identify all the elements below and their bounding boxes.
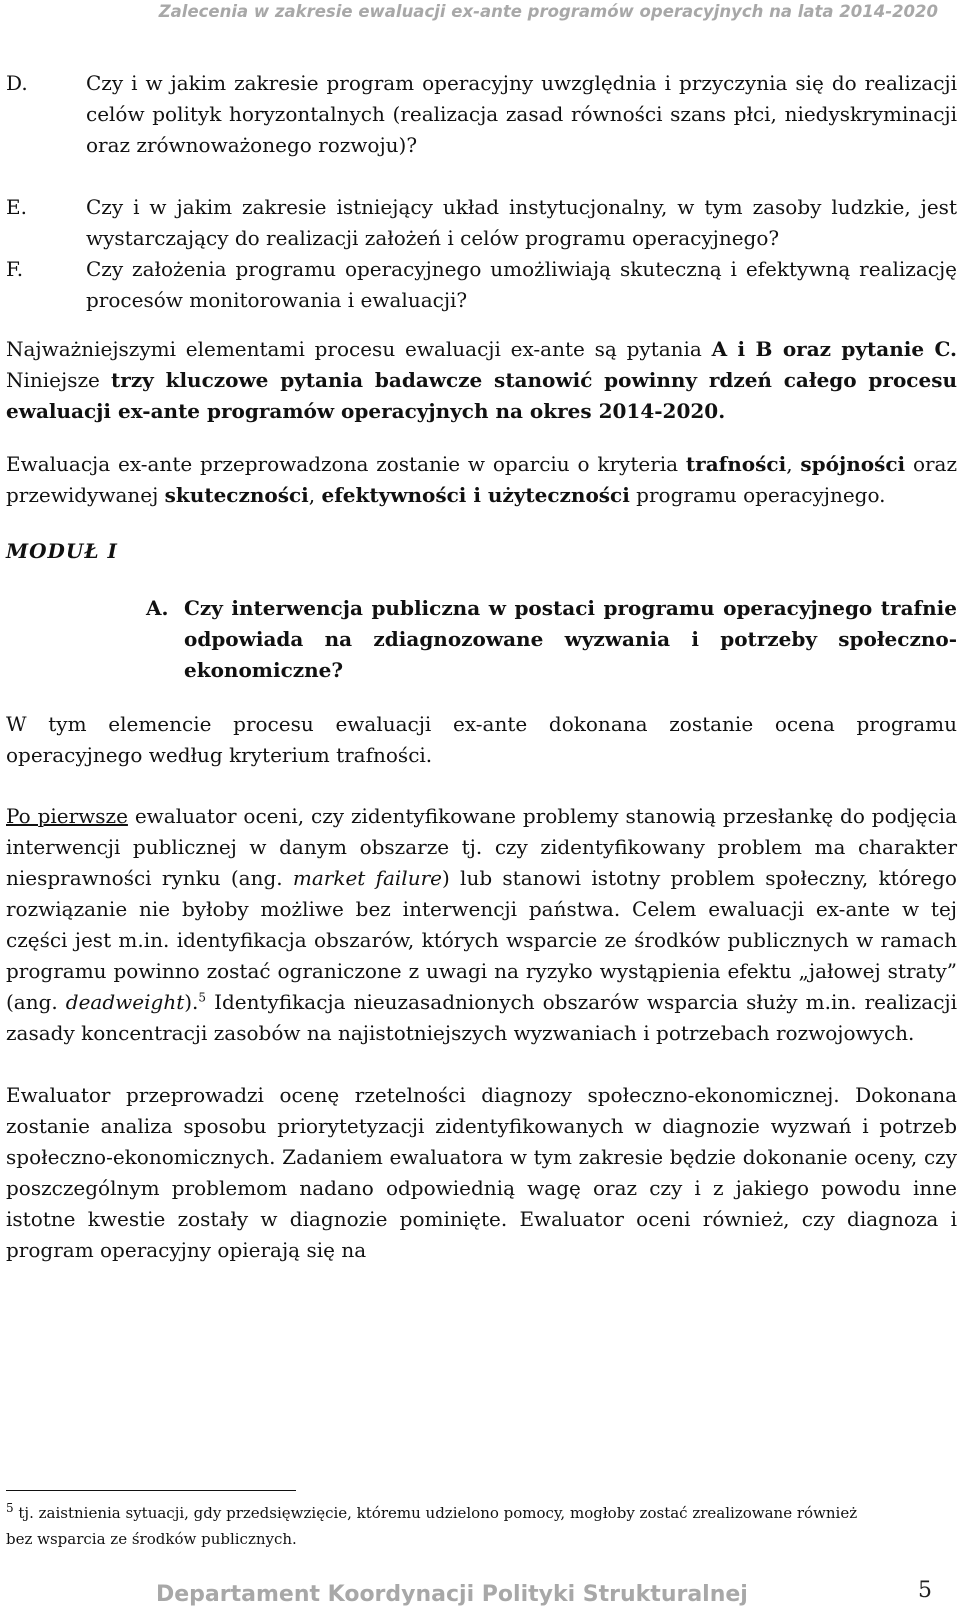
bold-run: trzy kluczowe pytania badawcze stanowić powinny rdzeń całego procesu ewaluacji ex-ante programów operacyjnych na okres 2014-2020. — [6, 368, 957, 423]
diagnosis-paragraph: Ewaluator przeprowadzi ocenę rzetelności diagnozy społeczno-ekonomicznej. Dokonana zostanie analiza sposobu priorytetyzacji zidentyfikowanych w diagnozie wyzwań i potrzeb społeczno-ekonomicznych. Zadaniem ewaluatora w tym zakresie będzie dokonanie oceny, czy poszczególnym problemom nadano odpowiednią wagę oraz czy i z jakiego powodu inne istotne kwestie zostały w diagnozie pominięte. Ewaluator oceni również, czy diagnoza i program operacyjny opierają się na — [6, 1083, 957, 1262]
question-f — [6, 254, 957, 316]
text-run: programu operacyjnego. — [629, 483, 886, 507]
bold-run: efektywności i użyteczności — [321, 483, 630, 507]
question-letter: E. — [6, 195, 27, 219]
question-d — [6, 68, 957, 161]
text-run: Najważniejszymi elementami procesu ewaluacji ex-ante są pytania — [6, 337, 712, 361]
text-run: , — [786, 452, 801, 476]
key-questions-paragraph — [6, 334, 957, 427]
running-header: Zalecenia w zakresie ewaluacji ex-ante programów operacyjnych na lata 2014-2020 — [158, 2, 938, 21]
bold-run: spójności — [800, 452, 906, 476]
text-run: oraz przewidywanej — [6, 452, 958, 507]
underlined-run: Po pierwsze — [6, 804, 128, 828]
criteria-paragraph — [6, 449, 957, 511]
text-run: , — [308, 483, 322, 507]
page-body — [6, 68, 957, 1266]
footnote-reference[interactable]: 5 — [198, 990, 207, 1005]
question-text: Czy i w jakim zakresie istniejący układ instytucjonalny, w tym zasoby ludzkie, jest wystarczający do realizacji założeń i celów programu operacyjnego? — [86, 195, 957, 250]
text-run: ) lub stanowi istotny problem społeczny, którego rozwiązanie nie byłoby możliwe bez interwencji państwa. Celem ewaluacji ex-ante w tej części jest m.in. identyfikacja obszarów, których wsparcie ze środków publicznych w ramach programu powinno zostać ograniczone z uwagi na ryzyko wystąpienia efektu „jałowej straty” (ang. — [6, 866, 957, 1014]
first-step-paragraph — [6, 801, 957, 1049]
bold-run: trafności — [685, 452, 787, 476]
footer-department: Departament Koordynacji Polityki Strukturalnej — [156, 1582, 748, 1607]
footnote-separator — [6, 1490, 296, 1491]
question-letter: F. — [6, 257, 24, 281]
text-run: Niniejsze — [6, 368, 112, 392]
question-e — [6, 192, 957, 254]
module-heading: MODUŁ I — [6, 539, 118, 563]
page-number: 5 — [918, 1578, 932, 1603]
text-run: ewaluator oceni, czy zidentyfikowane problemy stanowią przesłankę do podjęcia interwencji publicznej w danym obszarze tj. czy zidentyfikowany problem ma charakter niesprawności rynku (ang. — [6, 804, 957, 890]
text-run: Ewaluacja ex-ante przeprowadzona zostanie w oparciu o kryteria — [6, 452, 686, 476]
bold-run: A i B oraz pytanie C. — [711, 337, 958, 361]
footnote-text: tj. zaistnienia sytuacji, gdy przedsięwzięcie, któremu udzielono pomocy, mogłoby zostać zrealizowane również bez wsparcia ze środków publicznych. — [6, 1504, 858, 1548]
footnote-number: 5 — [6, 1501, 14, 1515]
question-letter: D. — [6, 71, 28, 95]
bold-run: skuteczności — [164, 483, 309, 507]
relevance-paragraph: W tym elemencie procesu ewaluacji ex-ante dokonana zostanie ocena programu operacyjnego według kryterium trafności. — [6, 712, 957, 767]
question-a-heading — [146, 593, 957, 686]
italic-run: market failure — [292, 866, 442, 890]
text-run: ). — [184, 990, 199, 1014]
text-run: Identyfikacja nieuzasadnionych obszarów wsparcia służy m.in. realizacji zasady koncentracji zasobów na najistotniejszych wyzwaniach i potrzebach rozwojowych. — [6, 990, 957, 1045]
question-text: Czy założenia programu operacyjnego umożliwiają skuteczną i efektywną realizację procesów monitorowania i ewaluacji? — [86, 257, 957, 312]
question-text: Czy interwencja publiczna w postaci programu operacyjnego trafnie odpowiada na zdiagnozowane wyzwania i potrzeby społeczno-ekonomiczne? — [184, 596, 957, 682]
question-text: Czy i w jakim zakresie program operacyjny uwzględnia i przyczynia się do realizacji celów polityk horyzontalnych (realizacja zasad równości szans płci, niedyskryminacji oraz zrównoważonego rozwoju)? — [86, 71, 957, 157]
footnote — [6, 1500, 866, 1552]
italic-run: deadweight — [65, 990, 185, 1014]
question-letter: A. — [146, 596, 169, 620]
